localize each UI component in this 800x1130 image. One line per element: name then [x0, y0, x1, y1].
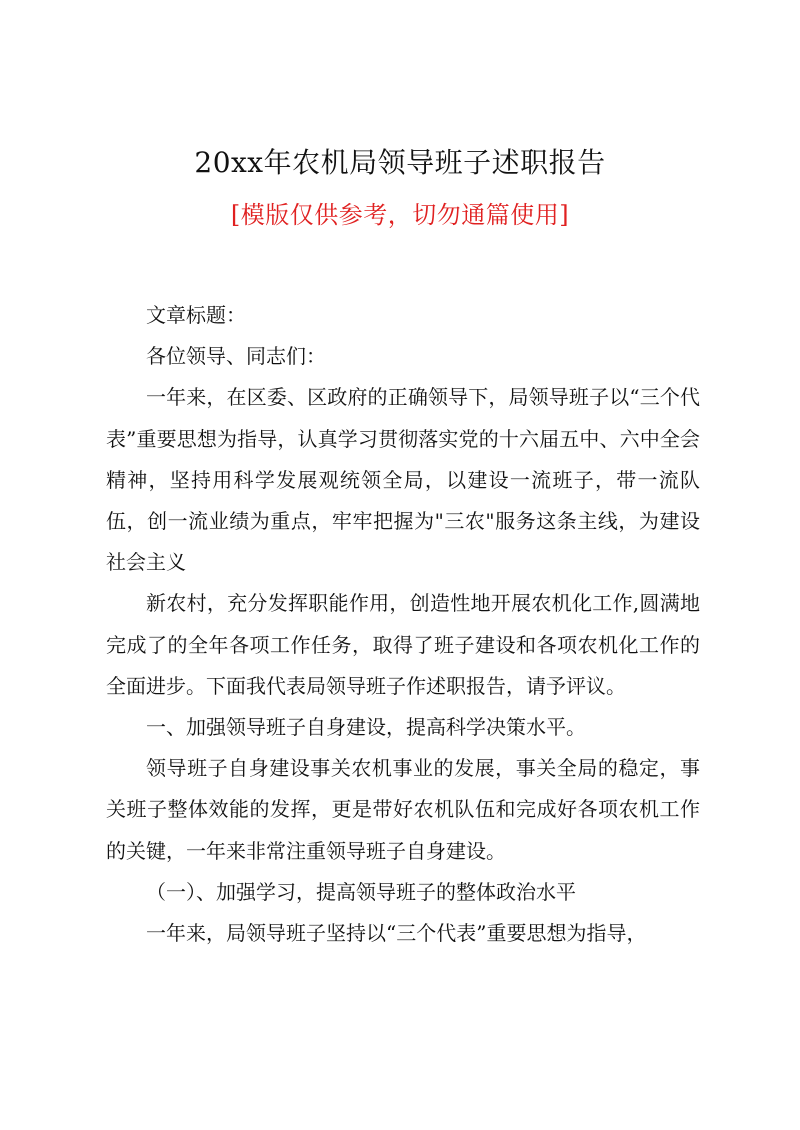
body-paragraph: 一年来，局领导班子坚持以“三个代表”重要思想为指导，: [146, 921, 647, 946]
document-body: [106, 295, 700, 954]
body-paragraph: 一年来，在区委、区政府的正确领导下，局领导班子以“三个代表”重要思想为指导，认真学习贯彻落实党的十六届五中、六中全会精神，坚持用科学发展观统领全局，以建设一流班子，带一流队伍，创一流业绩为重点，牢牢把握为"三农"服务这条主线，为建设社会主义: [106, 385, 700, 575]
body-paragraph: 新农村，充分发挥职能作用，创造性地开展农机化工作,圆满地完成了的全年各项工作任务，取得了班子建设和各项农机化工作的全面进步。下面我代表局领导班子作述职报告，请予评议。: [106, 591, 700, 698]
section-heading: 一、加强领导班子自身建设，提高科学决策水平。: [146, 715, 586, 740]
article-title-label: 文章标题：: [146, 303, 246, 327]
salutation: 各位领导、同志们：: [146, 344, 326, 369]
template-disclaimer: [模版仅供参考，切勿通篇使用]: [230, 201, 570, 229]
body-paragraph: 领导班子自身建设事关农机事业的发展，事关全局的稳定，事关班子整体效能的发挥，更是带好农机队伍和完成好各项农机工作的关键，一年来非常注重领导班子自身建设。: [106, 756, 700, 863]
subsection-heading: （一）、加强学习，提高领导班子的整体政治水平: [146, 879, 576, 904]
document-title: 20xx年农机局领导班子述职报告: [194, 146, 606, 179]
